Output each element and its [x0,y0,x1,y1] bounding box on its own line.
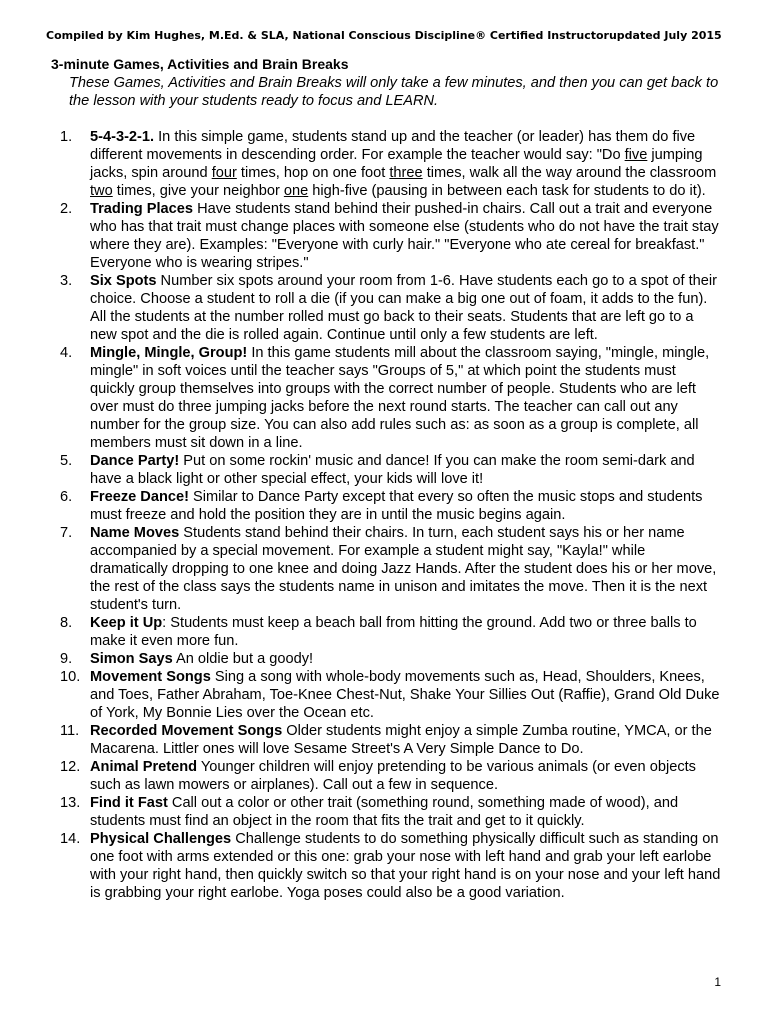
activity-name: 5-4-3-2-1. [90,129,155,145]
activity-list [60,128,724,902]
text-segment: In this simple game, students stand up and the teacher (or leader) has them do five different movements in descending order. For example the teacher would say: "Do [90,129,696,163]
list-item-text [90,830,724,902]
text-segment: Students stand behind their chairs. In turn, each student says his or her name accompanied by a special movement. For example a student might say, "Kayla!" while dramatically dropping to one knee and doing Jazz Hands. After the student does his or her move, the rest of the class says the students name in unison and imitates the move. Then it is the next student's turn. [90,525,717,613]
activity-name: Find it Fast [90,795,168,811]
activity-name: Animal Pretend [90,759,198,775]
list-item [60,488,724,524]
text-segment: three [389,165,423,181]
list-item [60,344,724,452]
activity-name: Movement Songs [90,669,211,685]
list-item-number: 10. [60,669,81,685]
text-segment: Number six spots around your room from 1-6. Have students each go to a spot of their choice. Choose a student to roll a die (if you can make a big one out of foam, it adds to the fun). All the students at the number rolled must go back to their seats. Students that are left go to a new spot and the die is rolled again. Continue until only a few students are left. [90,273,718,343]
activity-name: Six Spots [90,273,157,289]
activity-name: Keep it Up [90,615,163,631]
list-item-number: 11. [60,723,80,739]
list-item-text [90,794,724,830]
text-segment: two [90,183,113,199]
compiled-by-text: Compiled by Kim Hughes, M.Ed. & SLA, National Conscious Discipline® Certified Instructor [46,29,609,42]
list-item-number: 2. [60,201,73,217]
list-item-text [90,614,724,650]
list-item [60,650,724,668]
page-number: 1 [714,975,721,989]
text-segment: Younger children will enjoy pretending to be various animals (or even objects such as lawn mowers or airplanes). Call out a few in sequence. [90,759,696,793]
list-item-number: 1. [60,129,73,145]
list-item-text [90,452,724,488]
list-item-text [90,758,724,794]
text-segment: In this game students mill about the classroom saying, "mingle, mingle, mingle" in soft voices until the teacher says "Groups of 5," at which point the students must quickly group themselves into groups with the correct number of people. Students who are left over must do three jumping jacks before the next round starts. The teacher can call out any number for the group size. You can also add rules such as: as soon as a group is complete, all members must sit down in a line. [90,345,710,451]
list-item [60,722,724,758]
list-item [60,794,724,830]
list-item [60,614,724,650]
text-segment: : Students must keep a beach ball from hitting the ground. Add two or three balls to make it even more fun. [90,615,697,649]
text-segment: Sing a song with whole-body movements such as, Head, Shoulders, Knees, and Toes, Father Abraham, Toe-Knee Chest-Nut, Shake Your Sillies Out (Raffie), Grand Old Duke of York, My Bonnie Lies over the Ocean etc. [90,669,720,721]
list-item-number: 14. [60,831,81,847]
list-item-number: 8. [60,615,73,631]
intro-paragraph: These Games, Activities and Brain Breaks will only take a few minutes, and then you can get back to the lesson with your students ready to focus and LEARN. [69,75,719,109]
list-item-text [90,272,724,344]
activity-name: Simon Says [90,651,173,667]
list-item-text [90,722,724,758]
list-item-text [90,524,724,614]
list-item [60,758,724,794]
text-segment: times, hop on one foot [236,165,390,181]
activity-name: Freeze Dance! [90,489,189,505]
list-item [60,524,724,614]
page-header [46,29,720,42]
list-item [60,200,724,272]
list-item-text [90,650,724,668]
text-segment: Older students might enjoy a simple Zumba routine, YMCA, or the Macarena. Littler ones will love Sesame Street's A Very Simple Dance to Do. [90,723,712,757]
text-segment: Similar to Dance Party except that every so often the music stops and students must freeze and hold the position they are in until the music begins again. [90,489,703,523]
document-title: 3-minute Games, Activities and Brain Breaks [51,56,349,72]
list-item [60,128,724,200]
list-item-text [90,668,724,722]
activity-name: Name Moves [90,525,180,541]
activity-name: Mingle, Mingle, Group! [90,345,248,361]
list-item [60,668,724,722]
text-segment: times, walk all the way around the classroom [422,165,717,181]
list-item-text [90,488,724,524]
activity-name: Trading Places [90,201,194,217]
list-item-number: 6. [60,489,73,505]
text-segment: An oldie but a goody! [172,651,314,667]
list-item-number: 4. [60,345,73,361]
text-segment: five [624,147,648,163]
list-item-number: 12. [60,759,81,775]
text-segment: times, give your neighbor [112,183,284,199]
text-segment: four [211,165,237,181]
text-segment: Call out a color or other trait (something round, something made of wood), and students must find an object in the room that fits the trait and get to it quickly. [90,795,679,829]
activity-name: Physical Challenges [90,831,232,847]
text-segment: Have students stand behind their pushed-in chairs. Call out a trait and everyone who has that trait must change places with someone else (students who do not have the trait stay where they are). Examples: "Everyone with curly hair." "Everyone who ate cereal for breakfast." Everyone who is wearing stripes." [90,201,719,271]
list-item-number: 13. [60,795,81,811]
text-segment: Challenge students to do something physically difficult such as standing on one foot with arms extended or this one: grab your nose with left hand and grab your left earlobe with your right hand, then quickly switch so that your right hand is on your nose and your left hand is grabbing your right earlobe. Yoga poses could also be a good variation. [90,831,721,901]
list-item-text [90,200,724,272]
list-item-text [90,128,724,200]
text-segment: high-five (pausing in between each task for students to do it). [308,183,706,199]
list-item-number: 9. [60,651,73,667]
list-item-text [90,344,724,452]
text-segment: jumping jacks, spin around [90,147,703,181]
list-item-number: 5. [60,453,73,469]
updated-date-text: updated July 2015 [608,29,722,42]
list-item-number: 7. [60,525,73,541]
activity-name: Dance Party! [90,453,180,469]
activity-name: Recorded Movement Songs [90,723,283,739]
list-item [60,272,724,344]
list-item [60,452,724,488]
list-item-number: 3. [60,273,73,289]
text-segment: one [283,183,309,199]
text-segment: Put on some rockin' music and dance! If you can make the room semi-dark and have a black light or other special effect, your kids will love it! [90,453,695,487]
list-item [60,830,724,902]
